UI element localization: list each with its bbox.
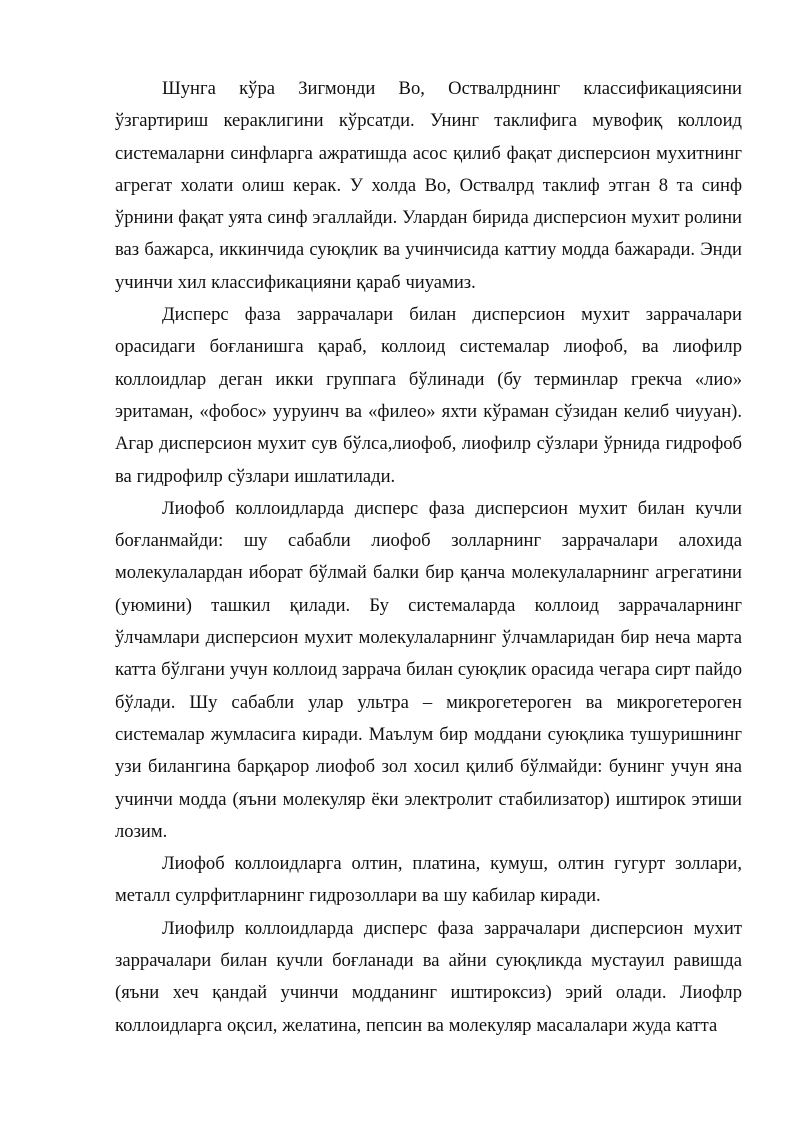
- paragraph-1: Шунга кўра Зигмонди Во, Оствалрднинг классификациясини ўзгартириш кераклигини кўрсатди. Унинг таклифига мувофиқ коллоид системаларни синфларга ажратишда асос қилиб фақат дисперсион мухитнинг агрегат холати олиш керак. У холда Во, Оствалрд таклиф этган 8 та синф ўрнини фақат уята синф эгаллайди. Улардан бирида дисперсион мухит ролини ваз бажарса, иккинчида суюқлик ва учинчисида каттиу модда бажаради. Энди учинчи хил классификацияни қараб чиуамиз.: [115, 78, 742, 293]
- paragraph-2: Дисперс фаза заррачалари билан дисперсион мухит заррачалари орасидаги боғланишга қараб, коллоид системалар лиофоб, ва лиофилр коллоидлар деган икки группага бўлинади (бу терминлар грекча «лио» эритаман, «фобос» ууруинч ва «филео» яхти кўраман сўзидан келиб чиууан). Агар дисперсион мухит сув бўлса,лиофоб, лиофилр сўзлари ўрнида гидрофоб ва гидрофилр сўзлари ишлатилади.: [115, 304, 742, 487]
- paragraph-5: Лиофилр коллоидларда дисперс фаза заррачалари дисперсион мухит заррачалари билан кучли боғланади ва айни суюқликда мустауил равишда (яъни хеч қандай учинчи модданинг иштироксиз) эрий олади. Лиофлр коллоидларга оқсил, желатина, пепсин ва молекуляр масалалари жуда катта: [115, 917, 742, 1036]
- paragraph-3: Лиофоб коллоидларда дисперс фаза дисперсион мухит билан кучли боғланмайди: шу сабабли лиофоб золларнинг заррачалари алохида молекулалардан иборат бўлмай балки бир қанча молекулаларнинг агрегатини (уюмини) ташкил қилади. Бу системаларда коллоид заррачаларнинг ўлчамлари дисперсион мухит молекулаларнинг ўлчамларидан бир неча марта катта бўлгани учун коллоид заррача билан суюқлик орасида чегара сирт пайдо бўлади. Шу сабабли улар ультра – микрогетероген ва микрогетероген системалар жумласига киради. Маълум бир моддани суюқлика тушуришнинг узи билангина барқарор лиофоб зол хосил қилиб бўлмайди: бунинг учун яна учинчи модда (яъни молекуляр ёки электролит стабилизатор) иштирок этиши лозим.: [115, 497, 742, 842]
- paragraph-4: Лиофоб коллоидларга олтин, платина, кумуш, олтин гугурт золлари, металл сулрфитларнинг гидрозоллари ва шу кабилар киради.: [115, 853, 742, 907]
- document-body: [115, 73, 742, 1042]
